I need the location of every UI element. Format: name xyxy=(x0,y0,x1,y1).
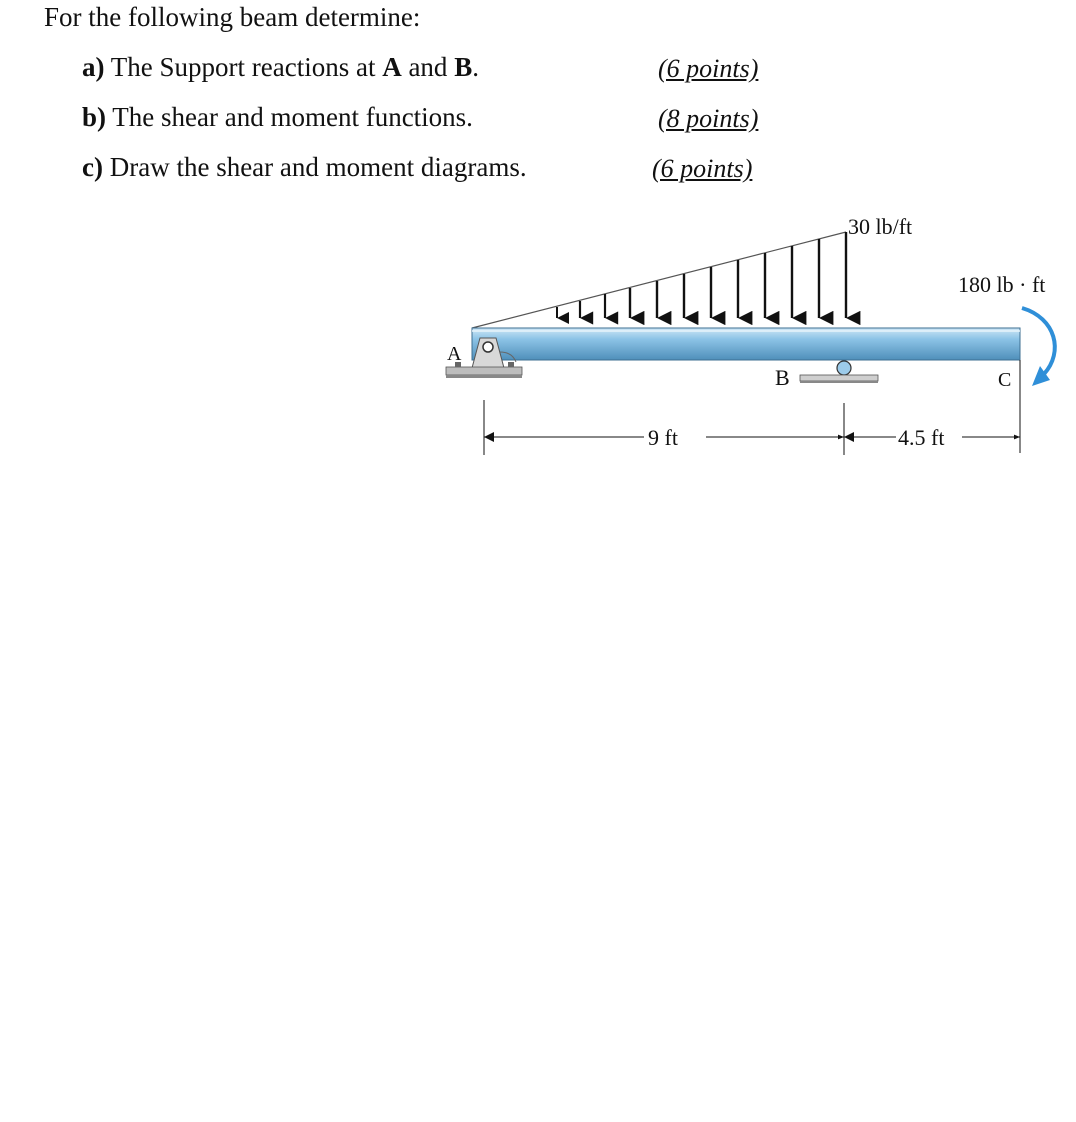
item-letter: b) xyxy=(82,102,107,132)
distributed-load xyxy=(472,232,846,328)
dimension-bc: 4.5 ft xyxy=(898,425,945,450)
problem-intro: For the following beam determine: xyxy=(44,2,421,32)
item-letter: c) xyxy=(82,152,103,182)
dimension-ab: 9 ft xyxy=(648,425,678,450)
item-text: The Support reactions at A and B. xyxy=(110,52,479,82)
points-c: (6 points) xyxy=(652,154,753,183)
label-a: A xyxy=(447,343,462,365)
moment-label: 180 lb · ft xyxy=(958,272,1046,297)
item-text: Draw the shear and moment diagrams. xyxy=(109,152,527,182)
beam xyxy=(472,328,1020,360)
item-text: The shear and moment functions. xyxy=(112,102,473,132)
label-b: B xyxy=(775,365,790,390)
item-letter: a) xyxy=(82,52,105,82)
points-a: (6 points) xyxy=(658,54,759,83)
points-b: (8 points) xyxy=(658,104,759,133)
moment-arrow-icon xyxy=(1022,308,1055,386)
roller-support-b xyxy=(800,361,878,383)
label-c: C xyxy=(998,369,1012,391)
load-label: 30 lb/ft xyxy=(848,214,913,239)
